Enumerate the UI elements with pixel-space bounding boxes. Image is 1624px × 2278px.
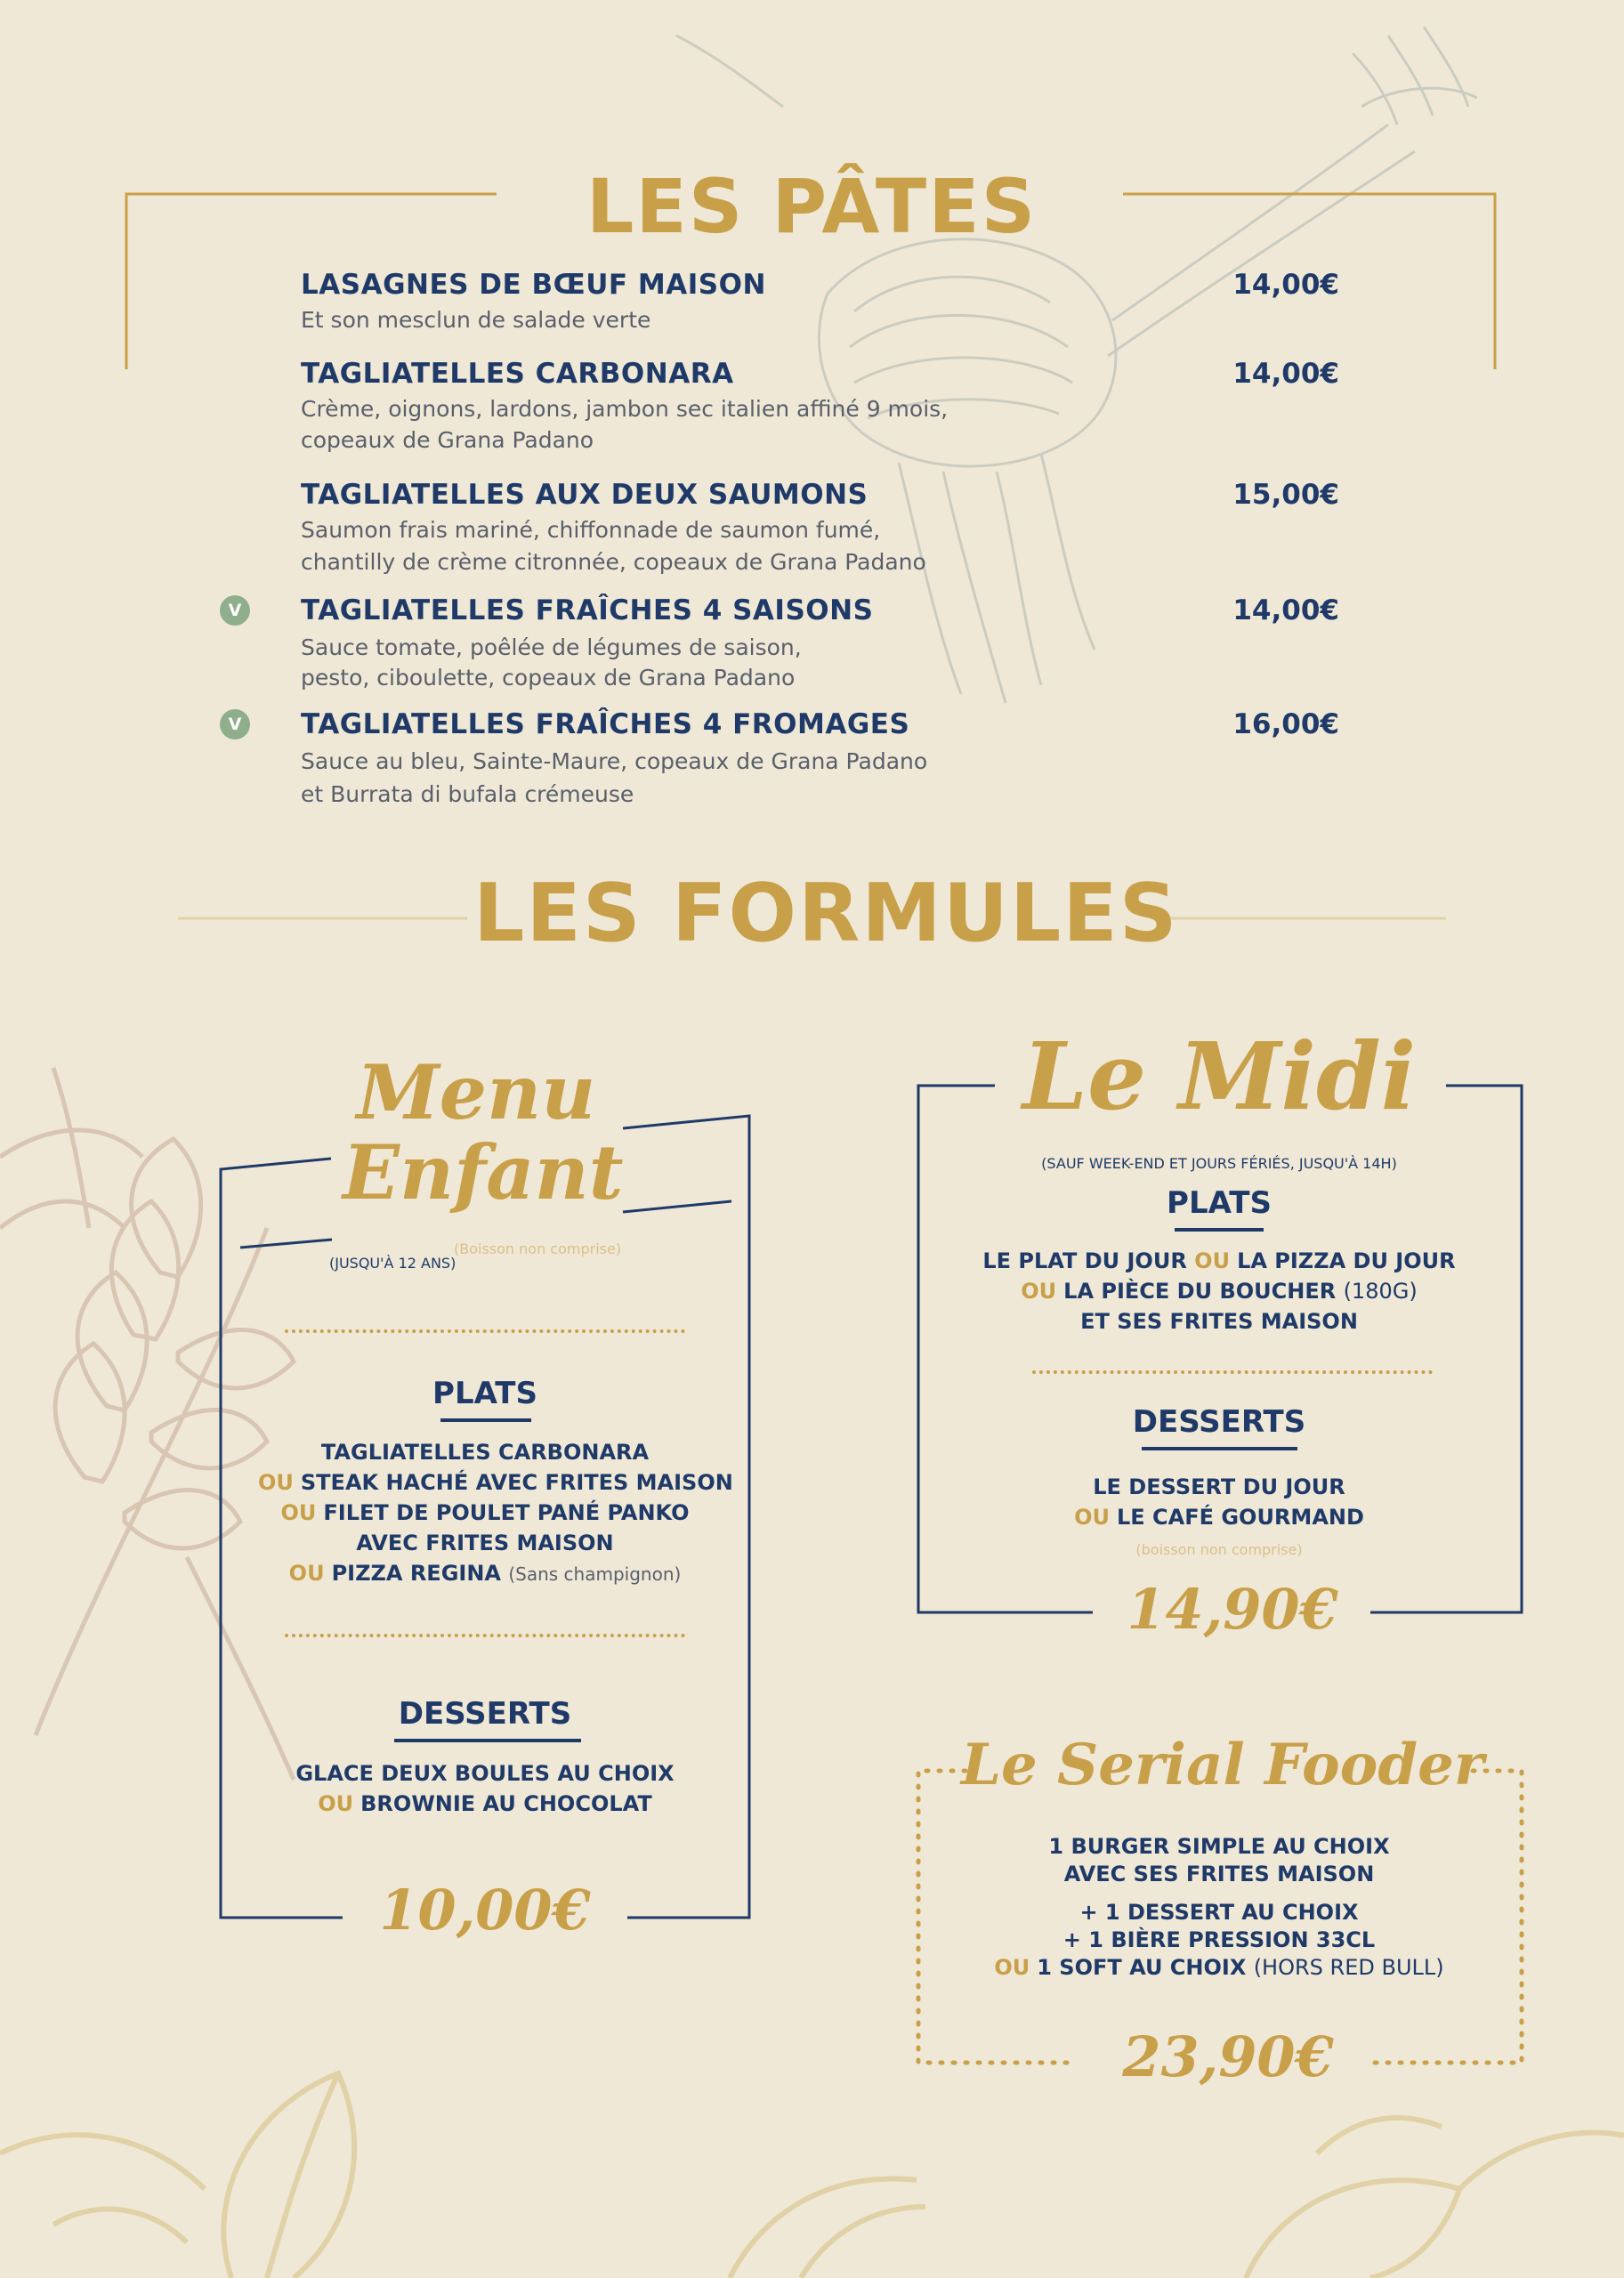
serial-line-note: (HORS RED BULL) bbox=[1253, 1955, 1444, 1980]
plat-option bbox=[952, 1246, 1486, 1276]
formules-title: LES FORMULES bbox=[473, 867, 1179, 960]
dish-price: 16,00€ bbox=[1232, 708, 1339, 740]
plat-option-note: (180G) bbox=[1343, 1279, 1418, 1304]
dish-description: Et son mesclun de salade verte bbox=[301, 307, 651, 333]
menu-enfant-title-line2: Enfant bbox=[343, 1128, 624, 1216]
dotted-divider bbox=[1032, 1370, 1433, 1374]
le-midi-desserts bbox=[952, 1472, 1486, 1532]
dessert-option bbox=[258, 1789, 712, 1819]
menu-enfant-price: 10,00€ bbox=[379, 1878, 591, 1943]
plat-option-text: LA PIÈCE DU BOUCHER bbox=[1063, 1279, 1337, 1304]
ou-label: OU bbox=[280, 1500, 317, 1525]
menu-enfant-desserts bbox=[258, 1758, 712, 1819]
dessert-option: LE DESSERT DU JOUR bbox=[1093, 1474, 1345, 1499]
dish-name: TAGLIATELLES AUX DEUX SAUMONS bbox=[301, 479, 869, 511]
serial-line: + 1 BIÈRE PRESSION 33CL bbox=[1062, 1927, 1376, 1952]
ou-label: OU bbox=[1074, 1505, 1110, 1530]
dish-description: Sauce tomate, poêlée de légumes de saison, bbox=[301, 634, 802, 660]
menu-enfant-plats-heading: PLATS bbox=[432, 1376, 537, 1411]
dish-name: TAGLIATELLES FRAÎCHES 4 SAISONS bbox=[301, 594, 874, 626]
menu-enfant-age: (JUSQU'À 12 ANS) bbox=[329, 1255, 456, 1272]
ou-label: OU bbox=[994, 1955, 1030, 1980]
le-midi-plats bbox=[952, 1246, 1486, 1337]
plat-option bbox=[258, 1498, 712, 1528]
plat-option bbox=[258, 1467, 733, 1498]
dessert-option bbox=[952, 1502, 1486, 1532]
menu-enfant-drink-note: (Boisson non comprise) bbox=[454, 1240, 622, 1257]
heading-underline bbox=[440, 1418, 531, 1422]
plat-option-text: LA PIZZA DU JOUR bbox=[1237, 1248, 1456, 1273]
serial-fooder-content bbox=[952, 1833, 1486, 1982]
heading-underline bbox=[1142, 1447, 1297, 1450]
vegetarian-icon: V bbox=[220, 595, 250, 626]
ou-label: OU bbox=[1194, 1248, 1231, 1273]
leaf-illustration bbox=[0, 2073, 1624, 2278]
dish-description: pesto, ciboulette, copeaux de Grana Padano bbox=[301, 665, 796, 691]
ou-label: OU bbox=[258, 1470, 294, 1495]
serial-line-text: 1 SOFT AU CHOIX bbox=[1037, 1955, 1247, 1980]
pates-title: LES PÂTES bbox=[586, 163, 1038, 250]
plat-option: AVEC FRITES MAISON bbox=[356, 1531, 614, 1555]
dish-price: 15,00€ bbox=[1232, 479, 1339, 511]
plat-option-text: STEAK HACHÉ AVEC FRITES MAISON bbox=[300, 1470, 733, 1495]
dessert-option-text: BROWNIE AU CHOCOLAT bbox=[360, 1791, 652, 1816]
plat-option-text: FILET DE POULET PANÉ PANKO bbox=[323, 1500, 690, 1525]
dotted-divider bbox=[285, 1634, 685, 1637]
serial-fooder-title: Le Serial Fooder bbox=[961, 1732, 1484, 1798]
dish-description: chantilly de crème citronnée, copeaux de Grana Padano bbox=[301, 549, 926, 575]
dish-name: TAGLIATELLES FRAÎCHES 4 FROMAGES bbox=[301, 708, 910, 740]
serial-line: AVEC SES FRITES MAISON bbox=[1063, 1862, 1375, 1886]
plat-option bbox=[258, 1558, 712, 1589]
dish-description: copeaux de Grana Padano bbox=[301, 427, 594, 453]
menu-enfant-desserts-heading: DESSERTS bbox=[398, 1696, 572, 1732]
dish-description: Crème, oignons, lardons, jambon sec italien affiné 9 mois, bbox=[301, 396, 949, 422]
plat-option-note: (Sans champignon) bbox=[508, 1563, 682, 1585]
dessert-option-text: LE CAFÉ GOURMAND bbox=[1116, 1505, 1364, 1530]
dotted-divider bbox=[285, 1329, 685, 1333]
ou-label: OU bbox=[1021, 1279, 1057, 1304]
plat-option bbox=[952, 1276, 1486, 1306]
menu-enfant-plats bbox=[258, 1437, 733, 1589]
dish-price: 14,00€ bbox=[1232, 594, 1339, 626]
le-midi-plats-heading: PLATS bbox=[1167, 1185, 1272, 1221]
le-midi-drink-note: (boisson non comprise) bbox=[1135, 1541, 1303, 1558]
dish-price: 14,00€ bbox=[1232, 358, 1339, 390]
ou-label: OU bbox=[288, 1561, 325, 1586]
plat-option: ET SES FRITES MAISON bbox=[1080, 1309, 1358, 1334]
heading-underline bbox=[394, 1739, 581, 1742]
serial-line bbox=[952, 1954, 1486, 1982]
ou-label: OU bbox=[318, 1791, 354, 1816]
wheat-illustration bbox=[0, 1068, 294, 1780]
le-midi-price: 14,90€ bbox=[1127, 1577, 1338, 1642]
plat-option-text: PIZZA REGINA bbox=[331, 1561, 501, 1586]
dish-name: LASAGNES DE BŒUF MAISON bbox=[301, 269, 766, 301]
dish-description: Saumon frais mariné, chiffonnade de saumon fumé, bbox=[301, 517, 881, 543]
menu-enfant-title-line1: Menu bbox=[356, 1048, 596, 1136]
serial-line: + 1 DESSERT AU CHOIX bbox=[1079, 1900, 1359, 1925]
heading-underline bbox=[1175, 1228, 1264, 1232]
serial-fooder-price: 23,90€ bbox=[1122, 2024, 1334, 2089]
le-midi-note: (SAUF WEEK-END ET JOURS FÉRIÉS, JUSQU'À 14H) bbox=[1041, 1155, 1397, 1172]
plat-option: TAGLIATELLES CARBONARA bbox=[320, 1440, 650, 1465]
dish-description: Sauce au bleu, Sainte-Maure, copeaux de Grana Padano bbox=[301, 748, 928, 774]
plat-option-text: LE PLAT DU JOUR bbox=[982, 1248, 1187, 1273]
dish-name: TAGLIATELLES CARBONARA bbox=[301, 358, 734, 390]
le-midi-desserts-heading: DESSERTS bbox=[1132, 1404, 1306, 1440]
serial-line: 1 BURGER SIMPLE AU CHOIX bbox=[1048, 1834, 1390, 1859]
dish-price: 14,00€ bbox=[1232, 269, 1339, 301]
le-midi-title: Le Midi bbox=[1022, 1022, 1417, 1131]
vegetarian-icon: V bbox=[220, 709, 250, 739]
dessert-option: GLACE DEUX BOULES AU CHOIX bbox=[295, 1761, 675, 1786]
dish-description: et Burrata di bufala crémeuse bbox=[301, 781, 634, 807]
